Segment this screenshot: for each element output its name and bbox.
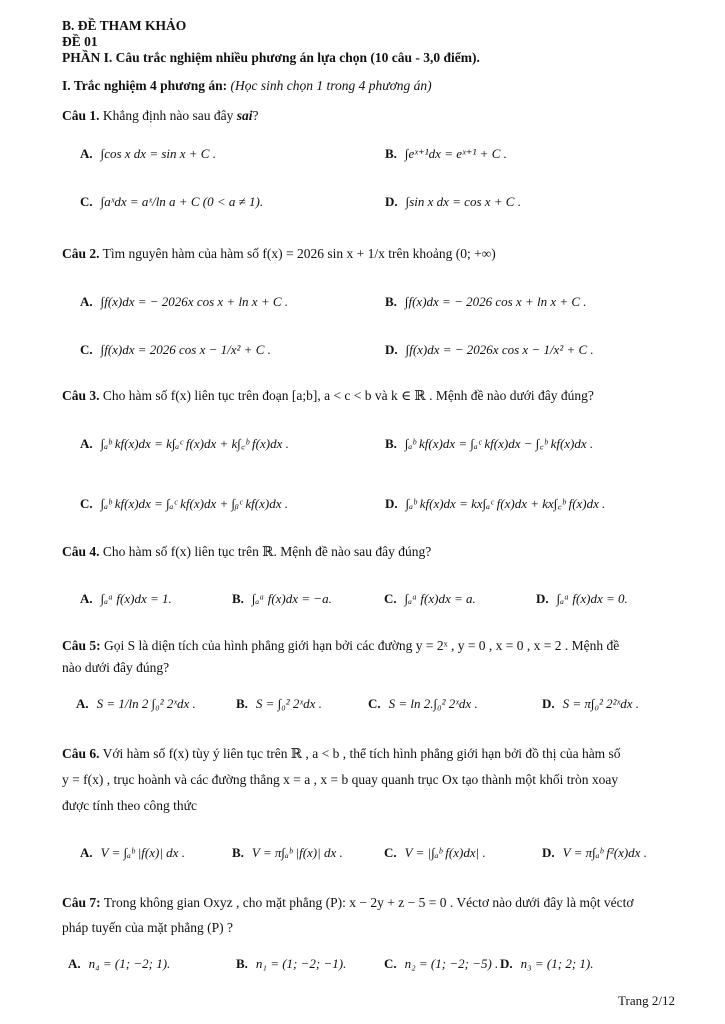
page-number: Trang 2/12 [618, 993, 675, 1008]
option-math: n₁ = (1; −2; −1). [255, 956, 347, 971]
q6-option-c[interactable] [384, 845, 486, 861]
option-label: A. [80, 294, 93, 309]
q3-option-b[interactable] [385, 436, 593, 452]
option-math: V = ∫ₐᵇ |f(x)| dx . [100, 845, 185, 860]
q3-option-a[interactable] [80, 436, 289, 452]
option-label: C. [384, 956, 397, 971]
question-text: Gọi S là diện tích của hình phẳng giới hạn bởi các đường y = 2ˣ , y = 0 , x = 0 , x = 2 . Mệnh đề [104, 638, 620, 653]
option-math: V = π∫ₐᵇ f²(x)dx . [562, 845, 647, 860]
question-label: Câu 3. [62, 388, 100, 403]
option-label: C. [368, 696, 381, 711]
question-5 [62, 638, 619, 654]
option-label: D. [536, 591, 549, 606]
option-label: A. [80, 591, 93, 606]
q4-option-d[interactable] [536, 591, 628, 607]
question-6-line3: được tính theo công thức [62, 798, 197, 813]
option-label: A. [80, 845, 93, 860]
q4-option-a[interactable] [80, 591, 172, 607]
option-label: B. [232, 845, 244, 860]
part-title: PHẦN I. Câu trắc nghiệm nhiều phương án lựa chọn (10 câu - 3,0 điểm). [62, 50, 480, 65]
option-math: ∫ₐᵃ f(x)dx = 1. [100, 591, 172, 606]
question-text: Tìm nguyên hàm của hàm số f(x) = 2026 sin x + 1/x trên khoảng (0; +∞) [102, 246, 496, 261]
q7-option-b[interactable] [236, 956, 346, 972]
question-7-line2: pháp tuyến của mặt phẳng (P) ? [62, 920, 233, 935]
question-text: Trong không gian Oxyz , cho mặt phẳng (P): x − 2y + z − 5 = 0 . Véctơ nào dưới đây là một véctơ [103, 895, 634, 910]
option-label: A. [68, 956, 81, 971]
option-label: C. [80, 194, 93, 209]
option-label: A. [80, 146, 93, 161]
q6-option-d[interactable] [542, 845, 647, 861]
option-math: n₄ = (1; −2; 1). [88, 956, 171, 971]
option-math: ∫eˣ⁺¹dx = eˣ⁺¹ + C . [404, 146, 507, 161]
question-6 [62, 746, 621, 762]
q3-option-c[interactable] [80, 496, 288, 512]
q2-option-b[interactable] [385, 294, 587, 310]
q2-option-c[interactable] [80, 342, 271, 358]
option-math: ∫ₐᵃ f(x)dx = a. [404, 591, 476, 606]
question-4 [62, 544, 431, 560]
option-label: B. [232, 591, 244, 606]
q4-option-b[interactable] [232, 591, 332, 607]
option-math: V = |∫ₐᵇ f(x)dx| . [404, 845, 486, 860]
q2-option-a[interactable] [80, 294, 288, 310]
option-math: ∫ₐᵃ f(x)dx = −a. [251, 591, 332, 606]
option-label: D. [542, 845, 555, 860]
q1-option-d[interactable] [385, 194, 521, 210]
option-label: C. [80, 496, 93, 511]
option-math: S = ∫₀² 2ˣdx . [255, 696, 322, 711]
q3-option-d[interactable] [385, 496, 605, 512]
option-math: ∫aˣdx = aˣ/ln a + C (0 < a ≠ 1). [100, 194, 264, 209]
q1-option-a[interactable] [80, 146, 216, 162]
question-6-line2: y = f(x) , trục hoành và các đường thẳng x = a , x = b quay quanh trục Ox tạo thành một khối tròn xoay [62, 772, 619, 787]
option-label: C. [384, 845, 397, 860]
question-label: Câu 2. [62, 246, 100, 261]
q7-option-d[interactable] [500, 956, 594, 972]
instruction-line [62, 78, 432, 94]
option-label: B. [385, 146, 397, 161]
q6-option-b[interactable] [232, 845, 343, 861]
q5-option-d[interactable] [542, 696, 639, 712]
option-label: B. [236, 696, 248, 711]
option-label: C. [384, 591, 397, 606]
q5-option-c[interactable] [368, 696, 478, 712]
question-2 [62, 246, 496, 262]
option-math: ∫sin x dx = cos x + C . [405, 194, 521, 209]
question-text: Cho hàm số f(x) liên tục trên đoạn [a;b], a < c < b và k ∈ ℝ . Mệnh đề nào dưới đây đúng? [102, 388, 594, 403]
option-math: ∫ₐᵇ kf(x)dx = ∫ₐᶜ kf(x)dx + ∫ᵦᶜ kf(x)dx . [100, 496, 288, 511]
option-label: A. [76, 696, 89, 711]
q7-option-c[interactable] [384, 956, 498, 972]
option-math: ∫ₐᵃ f(x)dx = 0. [556, 591, 628, 606]
option-label: D. [500, 956, 513, 971]
question-label: Câu 5: [62, 638, 101, 653]
option-label: B. [236, 956, 248, 971]
q4-option-c[interactable] [384, 591, 476, 607]
question-label: Câu 1. [62, 108, 100, 123]
option-label: B. [385, 294, 397, 309]
option-math: ∫ₐᵇ kf(x)dx = kx∫ₐᶜ f(x)dx + kx∫꜀ᵇ f(x)dx . [405, 496, 606, 511]
option-math: S = ln 2.∫₀² 2ˣdx . [388, 696, 478, 711]
q7-option-a[interactable] [68, 956, 170, 972]
option-math: ∫f(x)dx = 2026 cos x − 1/x² + C . [100, 342, 271, 357]
question-5-line2: nào dưới đây đúng? [62, 660, 170, 675]
question-1 [62, 108, 259, 124]
option-label: A. [80, 436, 93, 451]
option-math: S = 1/ln 2 ∫₀² 2ˣdx . [96, 696, 196, 711]
question-label: Câu 7: [62, 895, 101, 910]
q5-option-b[interactable] [236, 696, 322, 712]
question-text: Với hàm số f(x) tùy ý liên tục trên ℝ , a < b , thể tích hình phẳng giới hạn bởi đồ thị của hàm số [102, 746, 621, 761]
option-math: ∫ₐᵇ kf(x)dx = k∫ₐᶜ f(x)dx + k∫꜀ᵇ f(x)dx . [100, 436, 289, 451]
instruction-heading: I. Trắc nghiệm 4 phương án: [62, 78, 228, 93]
option-label: D. [542, 696, 555, 711]
section-title: B. ĐỀ THAM KHẢO [62, 18, 187, 33]
q2-option-d[interactable] [385, 342, 594, 358]
option-math: ∫f(x)dx = − 2026 cos x + ln x + C . [404, 294, 587, 309]
option-label: D. [385, 194, 398, 209]
option-math: n₃ = (1; 2; 1). [520, 956, 594, 971]
question-label: Câu 6. [62, 746, 100, 761]
q5-option-a[interactable] [76, 696, 196, 712]
question-3 [62, 388, 594, 404]
q6-option-a[interactable] [80, 845, 185, 861]
question-tail: ? [252, 108, 259, 123]
question-7 [62, 895, 634, 911]
option-math: ∫cos x dx = sin x + C . [100, 146, 216, 161]
option-label: D. [385, 496, 398, 511]
option-math: ∫f(x)dx = − 2026x cos x − 1/x² + C . [405, 342, 594, 357]
option-label: B. [385, 436, 397, 451]
q1-option-b[interactable] [385, 146, 507, 162]
exam-code: ĐỀ 01 [62, 34, 98, 49]
option-label: D. [385, 342, 398, 357]
option-math: ∫f(x)dx = − 2026x cos x + ln x + C . [100, 294, 289, 309]
q1-option-c[interactable] [80, 194, 263, 210]
instruction-note: (Học sinh chọn 1 trong 4 phương án) [230, 78, 432, 93]
question-text: Cho hàm số f(x) liên tục trên ℝ. Mệnh đề nào sau đây đúng? [102, 544, 432, 559]
option-math: V = π∫ₐᵇ |f(x)| dx . [251, 845, 343, 860]
option-math: ∫ₐᵇ kf(x)dx = ∫ₐᶜ kf(x)dx − ∫꜀ᵇ kf(x)dx . [404, 436, 594, 451]
question-text: Khẳng định nào sau đây [102, 108, 234, 123]
option-math: S = π∫₀² 2²ˣdx . [562, 696, 639, 711]
question-label: Câu 4. [62, 544, 100, 559]
question-emph: sai [236, 108, 253, 123]
option-math: n₂ = (1; −2; −5) . [404, 956, 499, 971]
option-label: C. [80, 342, 93, 357]
